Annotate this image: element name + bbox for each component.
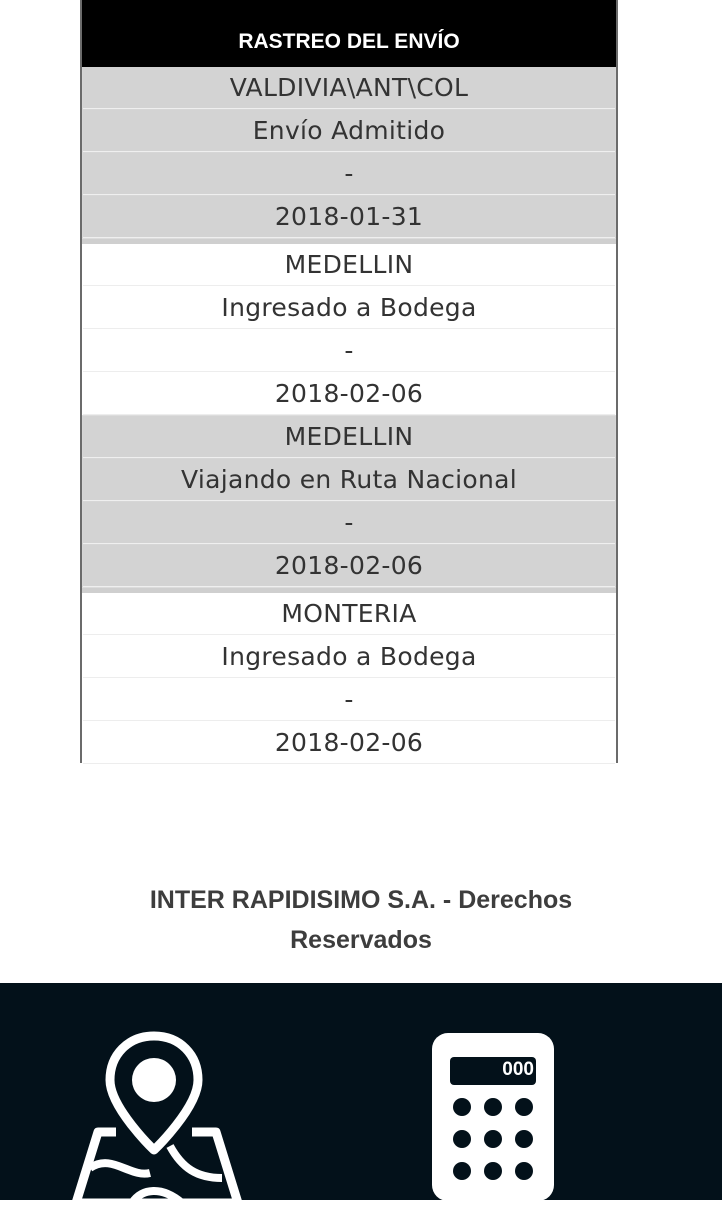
tracking-entry xyxy=(82,244,616,415)
entry-status: Viajando en Ruta Nacional xyxy=(83,459,615,501)
entry-city: MEDELLIN xyxy=(83,244,615,286)
entry-status: Envío Admitido xyxy=(83,110,615,152)
entry-date: 2018-01-31 xyxy=(83,196,615,238)
calc-buttons xyxy=(453,1098,533,1180)
entry-note: - xyxy=(83,153,615,195)
entry-status: Ingresado a Bodega xyxy=(83,287,615,329)
copyright-footer xyxy=(0,880,722,960)
calc-display-text: 000 xyxy=(502,1059,534,1080)
entry-date: 2018-02-06 xyxy=(83,545,615,587)
entry-date: 2018-02-06 xyxy=(83,722,615,764)
table-header: RASTREO DEL ENVÍO xyxy=(82,0,616,67)
entry-note: - xyxy=(83,679,615,721)
tracking-entry xyxy=(82,416,616,587)
entry-status: Ingresado a Bodega xyxy=(83,636,615,678)
calculator-icon xyxy=(430,1031,556,1203)
map-pin-icon xyxy=(72,1028,242,1203)
tracking-entry xyxy=(82,67,616,238)
entry-city: VALDIVIA\ANT\COL xyxy=(83,67,615,109)
bottom-navigation-bar xyxy=(0,983,722,1200)
entry-city: MEDELLIN xyxy=(83,416,615,458)
entry-date: 2018-02-06 xyxy=(83,373,615,415)
tracking-table xyxy=(80,0,618,763)
entry-note: - xyxy=(83,502,615,544)
track-map-button[interactable] xyxy=(72,1028,242,1203)
entry-note: - xyxy=(83,330,615,372)
calculator-button[interactable] xyxy=(430,1031,556,1203)
tracking-entry xyxy=(82,593,616,764)
copyright-line-1: INTER RAPIDISIMO S.A. - Derechos xyxy=(149,886,573,914)
entry-city: MONTERIA xyxy=(83,593,615,635)
copyright-line-2: Reservados xyxy=(290,926,432,954)
